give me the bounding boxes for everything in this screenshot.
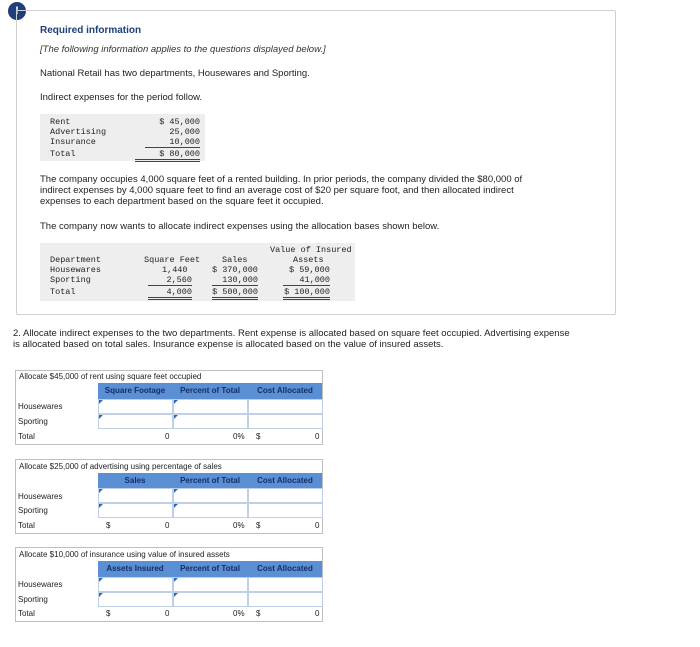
- rent-caption: Allocate $45,000 of rent using square feet occupied: [19, 372, 202, 381]
- expense-label: Rent: [50, 117, 71, 127]
- question-text: [13, 328, 613, 350]
- total-percent-value: 0%: [233, 521, 245, 530]
- total-cost-value: 0: [315, 521, 320, 530]
- housewares-cost-cell: [248, 577, 323, 592]
- col-header: Percent of Total: [180, 386, 240, 395]
- insurance-caption: Allocate $10,000 of insurance using value of insured assets: [19, 550, 230, 559]
- intro-line2: Indirect expenses for the period follow.: [40, 92, 203, 103]
- paragraph-l1: The company occupies 4,000 square feet of a rented building. In prior periods, the company divided the $80,000 of: [40, 174, 523, 185]
- sporting-cost-cell: [248, 592, 323, 607]
- sporting-sales-input[interactable]: [98, 503, 173, 518]
- total-base-value: 0: [165, 432, 170, 441]
- col-header: Assets Insured: [106, 564, 164, 573]
- row-label: Housewares: [18, 492, 63, 501]
- row-label: Housewares: [18, 580, 63, 589]
- row-label: Sporting: [18, 506, 48, 515]
- alert-icon: !: [8, 2, 26, 20]
- sales-header: Sales: [222, 255, 248, 265]
- total-base-value: 0: [165, 521, 170, 530]
- sales-value: $ 500,000: [212, 287, 258, 300]
- insured-header-l2: Assets: [293, 255, 324, 265]
- allocation-bases-table: [40, 243, 355, 301]
- total-base-dollar: $: [106, 609, 111, 618]
- total-cost-value: 0: [315, 432, 320, 441]
- housewares-cost-cell: [248, 488, 323, 503]
- expense-amount: 25,000: [169, 127, 200, 137]
- sporting-percent-input[interactable]: [173, 592, 248, 607]
- insured-header-l1: Value of Insured: [270, 245, 352, 255]
- col-header: Cost Allocated: [257, 564, 313, 573]
- question-line1: 2. Allocate indirect expenses to the two departments. Rent expense is allocated based on square feet occupied. Advertising expense: [13, 328, 570, 339]
- housewares-sales-input[interactable]: [98, 488, 173, 503]
- row-label: Total: [18, 521, 35, 530]
- sporting-sqft-input[interactable]: [98, 414, 173, 429]
- sporting-assets-input[interactable]: [98, 592, 173, 607]
- housewares-cost-cell: [248, 399, 323, 414]
- insurance-header-row: [98, 561, 322, 577]
- sales-value: $ 370,000: [212, 265, 258, 275]
- required-info-subtitle: [The following information applies to the questions displayed below.]: [40, 44, 326, 55]
- dept-label: Housewares: [50, 265, 102, 275]
- housewares-assets-input[interactable]: [98, 577, 173, 592]
- housewares-percent-input[interactable]: [173, 399, 248, 414]
- row-label: Sporting: [18, 417, 48, 426]
- department-header: Department: [50, 255, 102, 265]
- advertising-header-row: [98, 473, 322, 489]
- sqft-value: 2,560: [148, 275, 192, 286]
- total-percent-value: 0%: [233, 609, 245, 618]
- sales-value: 130,000: [212, 275, 258, 286]
- row-label: Housewares: [18, 402, 63, 411]
- expense-amount: 10,000: [145, 137, 200, 148]
- row-label: Total: [18, 609, 35, 618]
- sporting-cost-cell: [248, 414, 323, 429]
- col-header: Cost Allocated: [257, 476, 313, 485]
- sqft-value: 1,440: [162, 265, 188, 275]
- required-info-title: Required information: [40, 25, 142, 36]
- col-header: Percent of Total: [180, 476, 240, 485]
- dept-label: Sporting: [50, 275, 91, 285]
- expense-amount: $ 45,000: [159, 117, 200, 127]
- indirect-expenses-table: [40, 114, 205, 161]
- total-cost-dollar: $: [256, 432, 261, 441]
- rent-header-row: [98, 383, 322, 399]
- row-label: Sporting: [18, 595, 48, 604]
- sporting-cost-cell: [248, 503, 323, 518]
- advertising-caption: Allocate $25,000 of advertising using percentage of sales: [19, 462, 222, 471]
- expense-label: Total: [50, 149, 76, 159]
- insured-value: $ 100,000: [283, 287, 330, 300]
- col-header: Percent of Total: [180, 564, 240, 573]
- insured-value: 41,000: [283, 275, 330, 286]
- col-header: Sales: [124, 476, 146, 485]
- dept-label: Total: [50, 287, 76, 297]
- total-base-dollar: $: [106, 521, 111, 530]
- total-cost-dollar: $: [256, 609, 261, 618]
- sqft-header: Square Feet: [144, 255, 201, 265]
- expense-amount: $ 80,000: [135, 149, 200, 162]
- paragraph-p2: The company now wants to allocate indirect expenses using the allocation bases shown below.: [40, 221, 440, 232]
- total-base-value: 0: [165, 609, 170, 618]
- total-cost-value: 0: [315, 609, 320, 618]
- question-line2: is allocated based on total sales. Insurance expense is allocated based on the value of insured assets.: [13, 339, 444, 350]
- paragraph-l2: indirect expenses by 4,000 square feet to find an average cost of $20 per square foot, and then allocated indirect: [40, 185, 514, 196]
- total-percent-value: 0%: [233, 432, 245, 441]
- col-header: Square Footage: [104, 386, 166, 395]
- sporting-percent-input[interactable]: [173, 503, 248, 518]
- expense-label: Advertising: [50, 127, 107, 137]
- intro-line1: National Retail has two departments, Housewares and Sporting.: [40, 68, 310, 79]
- sporting-percent-input[interactable]: [173, 414, 248, 429]
- housewares-sqft-input[interactable]: [98, 399, 173, 414]
- expense-label: Insurance: [50, 137, 96, 147]
- col-header: Cost Allocated: [257, 386, 313, 395]
- housewares-percent-input[interactable]: [173, 577, 248, 592]
- insured-value: $ 59,000: [289, 265, 330, 275]
- row-label: Total: [18, 432, 35, 441]
- sqft-value: 4,000: [148, 287, 192, 300]
- total-cost-dollar: $: [256, 521, 261, 530]
- paragraph-l3: expenses to each department based on the square feet it occupied.: [40, 196, 324, 207]
- housewares-percent-input[interactable]: [173, 488, 248, 503]
